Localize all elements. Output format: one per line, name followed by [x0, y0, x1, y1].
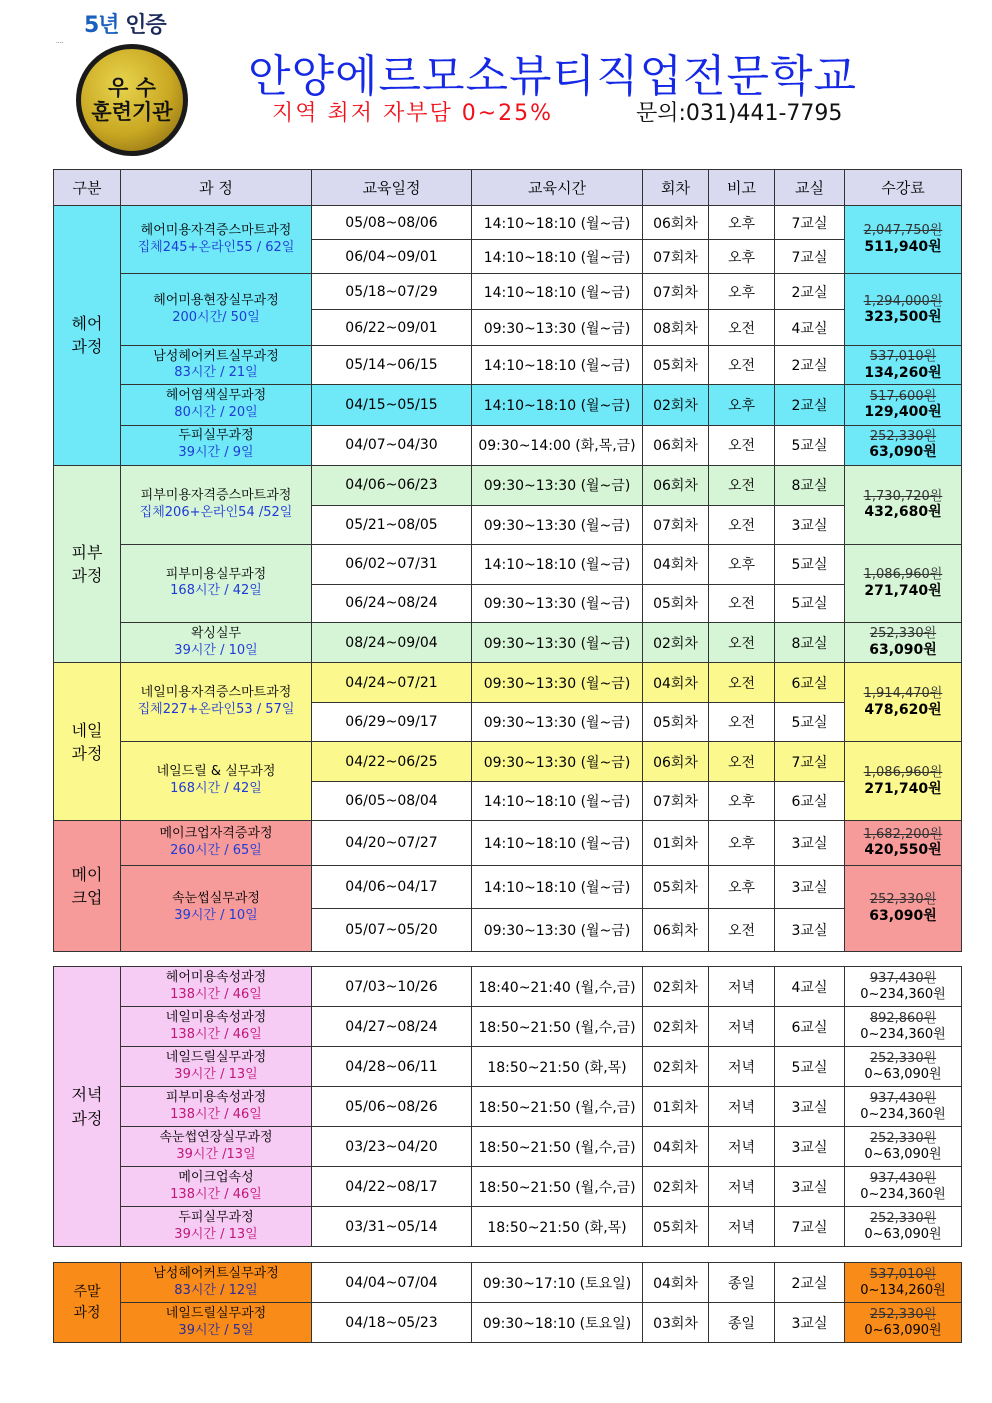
time-cell: 09:30~18:10 (토요일): [472, 1303, 643, 1343]
table-row: [54, 1087, 962, 1127]
schedule-cell: 03/23~04/20: [312, 1127, 472, 1167]
school-title: 안양에르모소뷰티직업전문학교: [248, 51, 858, 102]
evening-course-table: [53, 966, 962, 1247]
round-cell: 07회차: [643, 274, 709, 310]
schedule-cell: 08/24~09/04: [312, 623, 472, 663]
time-cell: 09:30~13:30 (월~금): [472, 584, 643, 622]
round-cell: 02회차: [643, 1167, 709, 1207]
table-row: [54, 663, 962, 703]
course-name: 피부미용자격증스마트과정 집체206+온라인54 /52일: [121, 465, 312, 544]
time-cell: 14:10~18:10 (월~금): [472, 346, 643, 385]
course-name: 네일미용속성과정 138시간 / 46일: [121, 1007, 312, 1047]
time-cell: 14:10~18:10 (월~금): [472, 865, 643, 908]
schedule-cell: 04/06~06/23: [312, 465, 472, 505]
fee-cell: 252,330원 63,090원: [845, 865, 962, 951]
room-cell: 7교실: [775, 240, 845, 274]
decor-dots: ····: [56, 40, 64, 47]
room-cell: 3교실: [775, 1303, 845, 1343]
round-cell: 02회차: [643, 1047, 709, 1087]
note-cell: 오후: [709, 274, 775, 310]
table-row: [54, 623, 962, 663]
note-cell: 오전: [709, 742, 775, 782]
note-cell: 오후: [709, 782, 775, 821]
fee-cell: 1,294,000원 323,500원: [845, 274, 962, 346]
round-cell: 01회차: [643, 821, 709, 865]
note-cell: 오전: [709, 505, 775, 544]
fee-cell: 1,086,960원 271,740원: [845, 544, 962, 622]
schedule-cell: 05/14~06/15: [312, 346, 472, 385]
note-cell: 오후: [709, 206, 775, 240]
round-cell: 06회차: [643, 908, 709, 951]
time-cell: 18:50~21:50 (월,수,금): [472, 1127, 643, 1167]
round-cell: 02회차: [643, 623, 709, 663]
fee-cell: 1,086,960원 271,740원: [845, 742, 962, 821]
room-cell: 5교실: [775, 1047, 845, 1087]
time-cell: 18:50~21:50 (월,수,금): [472, 1007, 643, 1047]
table-row: [54, 385, 962, 425]
time-cell: 09:30~13:30 (월~금): [472, 742, 643, 782]
schedule-cell: 05/08~08/06: [312, 206, 472, 240]
time-cell: 18:50~21:50 (월,수,금): [472, 1167, 643, 1207]
col-header: 교실: [775, 170, 845, 206]
room-cell: 7교실: [775, 1207, 845, 1247]
course-name: 네일드릴 & 실무과정 168시간 / 42일: [121, 742, 312, 821]
round-cell: 07회차: [643, 782, 709, 821]
schedule-cell: 04/24~07/21: [312, 663, 472, 703]
medal-icon: [76, 44, 188, 156]
note-cell: 오전: [709, 663, 775, 703]
table-row: [54, 465, 962, 505]
room-cell: 5교실: [775, 544, 845, 584]
room-cell: 6교실: [775, 782, 845, 821]
contact-phone: 문의:031)441-7795: [636, 101, 843, 126]
certification-badge: [62, 8, 202, 158]
room-cell: 3교실: [775, 865, 845, 908]
course-name: 속눈썹실무과정 39시간 / 10일: [121, 865, 312, 951]
round-cell: 08회차: [643, 310, 709, 346]
note-cell: 오후: [709, 821, 775, 865]
schedule-cell: 05/21~08/05: [312, 505, 472, 544]
schedule-cell: 05/18~07/29: [312, 274, 472, 310]
category-nail: 네일 과정: [54, 663, 121, 821]
note-cell: 저녁: [709, 1207, 775, 1247]
fee-cell: 2,047,750원 511,940원: [845, 206, 962, 274]
table-row: [54, 544, 962, 584]
course-name: 헤어미용현장실무과정 200시간/ 50일: [121, 274, 312, 346]
table-row: [54, 742, 962, 782]
fee-cell: 937,430원 0~234,360원: [845, 1167, 962, 1207]
schedule-cell: 07/03~10/26: [312, 967, 472, 1007]
col-header: 회차: [643, 170, 709, 206]
time-cell: 14:10~18:10 (월~금): [472, 206, 643, 240]
note-cell: 오후: [709, 385, 775, 425]
room-cell: 6교실: [775, 663, 845, 703]
fee-cell: 537,010원 0~134,260원: [845, 1263, 962, 1303]
col-header: 구분: [54, 170, 121, 206]
room-cell: 3교실: [775, 1167, 845, 1207]
round-cell: 04회차: [643, 663, 709, 703]
course-name: 두피실무과정 39시간 / 9일: [121, 425, 312, 465]
course-name: 왁싱실무 39시간 / 10일: [121, 623, 312, 663]
time-cell: 09:30~13:30 (월~금): [472, 465, 643, 505]
course-name: 피부미용실무과정 168시간 / 42일: [121, 544, 312, 622]
table-row: [54, 425, 962, 465]
course-name: 피부미용속성과정 138시간 / 46일: [121, 1087, 312, 1127]
col-header: 교육일정: [312, 170, 472, 206]
room-cell: 2교실: [775, 274, 845, 310]
room-cell: 8교실: [775, 623, 845, 663]
schedule-cell: 04/20~07/27: [312, 821, 472, 865]
note-cell: 저녁: [709, 1167, 775, 1207]
fee-cell: 252,330원 0~63,090원: [845, 1303, 962, 1343]
note-cell: 종일: [709, 1303, 775, 1343]
schedule-cell: 06/29~09/17: [312, 703, 472, 742]
table-row: [54, 1167, 962, 1207]
room-cell: 8교실: [775, 465, 845, 505]
schedule-cell: 04/15~05/15: [312, 385, 472, 425]
fee-cell: 1,914,470원 478,620원: [845, 663, 962, 742]
col-header: 비고: [709, 170, 775, 206]
schedule-cell: 04/06~04/17: [312, 865, 472, 908]
round-cell: 03회차: [643, 1303, 709, 1343]
note-cell: 오전: [709, 346, 775, 385]
category-makeup: 메이 크업: [54, 821, 121, 952]
schedule-cell: 03/31~05/14: [312, 1207, 472, 1247]
room-cell: 3교실: [775, 1127, 845, 1167]
note-cell: 오전: [709, 584, 775, 622]
schedule-cell: 04/22~08/17: [312, 1167, 472, 1207]
table-row: [54, 865, 962, 908]
category-evening: 저녁 과정: [54, 967, 121, 1247]
schedule-cell: 04/27~08/24: [312, 1007, 472, 1047]
subsidy-note: 지역 최저 자부담 0~25%: [272, 101, 554, 126]
schedule-cell: 04/18~05/23: [312, 1303, 472, 1343]
table-header-row: [54, 170, 962, 206]
schedule-cell: 05/06~08/26: [312, 1087, 472, 1127]
round-cell: 05회차: [643, 865, 709, 908]
cert-label: 5년 인증: [84, 13, 166, 38]
round-cell: 02회차: [643, 385, 709, 425]
room-cell: 3교실: [775, 1087, 845, 1127]
room-cell: 7교실: [775, 742, 845, 782]
course-name: 남성헤어커트실무과정 83시간 / 12일: [121, 1263, 312, 1303]
time-cell: 09:30~17:10 (토요일): [472, 1263, 643, 1303]
schedule-cell: 05/07~05/20: [312, 908, 472, 951]
room-cell: 7교실: [775, 206, 845, 240]
table-row: [54, 1207, 962, 1247]
note-cell: 오전: [709, 425, 775, 465]
fee-cell: 1,730,720원 432,680원: [845, 465, 962, 544]
room-cell: 2교실: [775, 385, 845, 425]
course-name: 헤어염색실무과정 80시간 / 20일: [121, 385, 312, 425]
table-row: [54, 1007, 962, 1047]
schedule-cell: 06/24~08/24: [312, 584, 472, 622]
category-weekend: 주말 과정: [54, 1263, 121, 1343]
time-cell: 09:30~13:30 (월~금): [472, 623, 643, 663]
course-name: 네일드릴실무과정 39시간 / 5일: [121, 1303, 312, 1343]
room-cell: 5교실: [775, 703, 845, 742]
round-cell: 02회차: [643, 967, 709, 1007]
round-cell: 07회차: [643, 240, 709, 274]
course-name: 헤어미용자격증스마트과정 집체245+온라인55 / 62일: [121, 206, 312, 274]
time-cell: 09:30~13:30 (월~금): [472, 310, 643, 346]
course-name: 메이크업속성 138시간 / 46일: [121, 1167, 312, 1207]
room-cell: 4교실: [775, 310, 845, 346]
room-cell: 5교실: [775, 425, 845, 465]
round-cell: 06회차: [643, 742, 709, 782]
round-cell: 04회차: [643, 1127, 709, 1167]
fee-cell: 252,330원 0~63,090원: [845, 1127, 962, 1167]
round-cell: 05회차: [643, 346, 709, 385]
time-cell: 18:50~21:50 (화,목): [472, 1207, 643, 1247]
schedule-cell: 04/28~06/11: [312, 1047, 472, 1087]
fee-cell: 517,600원 129,400원: [845, 385, 962, 425]
time-cell: 14:10~18:10 (월~금): [472, 274, 643, 310]
course-name: 두피실무과정 39시간 / 13일: [121, 1207, 312, 1247]
round-cell: 06회차: [643, 206, 709, 240]
time-cell: 14:10~18:10 (월~금): [472, 782, 643, 821]
course-name: 네일드릴실무과정 39시간 / 13일: [121, 1047, 312, 1087]
note-cell: 저녁: [709, 1007, 775, 1047]
time-cell: 18:50~21:50 (화,목): [472, 1047, 643, 1087]
note-cell: 저녁: [709, 1047, 775, 1087]
round-cell: 06회차: [643, 465, 709, 505]
fee-cell: 252,330원 0~63,090원: [845, 1047, 962, 1087]
schedule-cell: 06/04~09/01: [312, 240, 472, 274]
note-cell: 저녁: [709, 1127, 775, 1167]
fee-cell: 937,430원 0~234,360원: [845, 1087, 962, 1127]
fee-cell: 537,010원 134,260원: [845, 346, 962, 385]
time-cell: 14:10~18:10 (월~금): [472, 240, 643, 274]
fee-cell: 252,330원 63,090원: [845, 623, 962, 663]
note-cell: 오전: [709, 465, 775, 505]
room-cell: 2교실: [775, 346, 845, 385]
weekend-course-table: [53, 1262, 962, 1343]
col-header: 교육시간: [472, 170, 643, 206]
course-name: 남성헤어커트실무과정 83시간 / 21일: [121, 346, 312, 385]
fee-cell: 252,330원 0~63,090원: [845, 1207, 962, 1247]
schedule-cell: 04/04~07/04: [312, 1263, 472, 1303]
round-cell: 01회차: [643, 1087, 709, 1127]
time-cell: 09:30~13:30 (월~금): [472, 703, 643, 742]
note-cell: 오후: [709, 240, 775, 274]
round-cell: 06회차: [643, 425, 709, 465]
table-row: [54, 1303, 962, 1343]
table-row: [54, 1127, 962, 1167]
table-row: [54, 967, 962, 1007]
round-cell: 04회차: [643, 1263, 709, 1303]
round-cell: 07회차: [643, 505, 709, 544]
schedule-cell: 06/05~08/04: [312, 782, 472, 821]
note-cell: 저녁: [709, 967, 775, 1007]
table-row: [54, 1263, 962, 1303]
note-cell: 오전: [709, 908, 775, 951]
time-cell: 14:10~18:10 (월~금): [472, 544, 643, 584]
note-cell: 종일: [709, 1263, 775, 1303]
fee-cell: 937,430원 0~234,360원: [845, 967, 962, 1007]
schedule-cell: 04/07~04/30: [312, 425, 472, 465]
round-cell: 05회차: [643, 703, 709, 742]
room-cell: 3교실: [775, 821, 845, 865]
room-cell: 3교실: [775, 908, 845, 951]
course-name: 헤어미용속성과정 138시간 / 46일: [121, 967, 312, 1007]
category-skin: 피부 과정: [54, 465, 121, 662]
table-row: [54, 1047, 962, 1087]
table-row: [54, 206, 962, 240]
medal-line2: 훈련기관: [91, 100, 173, 124]
room-cell: 6교실: [775, 1007, 845, 1047]
note-cell: 오후: [709, 865, 775, 908]
fee-cell: 1,682,200원 420,550원: [845, 821, 962, 865]
note-cell: 오전: [709, 623, 775, 663]
time-cell: 14:10~18:10 (월~금): [472, 385, 643, 425]
course-name: 메이크업자격증과정 260시간 / 65일: [121, 821, 312, 865]
note-cell: 오전: [709, 310, 775, 346]
room-cell: 3교실: [775, 505, 845, 544]
round-cell: 04회차: [643, 544, 709, 584]
table-row: [54, 274, 962, 310]
col-header: 과 정: [121, 170, 312, 206]
table-row: [54, 346, 962, 385]
round-cell: 05회차: [643, 584, 709, 622]
room-cell: 2교실: [775, 1263, 845, 1303]
time-cell: 14:10~18:10 (월~금): [472, 821, 643, 865]
medal-line1: 우 수: [108, 75, 156, 100]
room-cell: 4교실: [775, 967, 845, 1007]
course-name: 속눈썹연장실무과정 39시간 /13일: [121, 1127, 312, 1167]
course-name: 네일미용자격증스마트과정 집체227+온라인53 / 57일: [121, 663, 312, 742]
time-cell: 09:30~13:30 (월~금): [472, 663, 643, 703]
table-row: [54, 821, 962, 865]
round-cell: 05회차: [643, 1207, 709, 1247]
time-cell: 18:50~21:50 (월,수,금): [472, 1087, 643, 1127]
col-header: 수강료: [845, 170, 962, 206]
room-cell: 5교실: [775, 584, 845, 622]
schedule-cell: 04/22~06/25: [312, 742, 472, 782]
note-cell: 오전: [709, 703, 775, 742]
round-cell: 02회차: [643, 1007, 709, 1047]
note-cell: 오후: [709, 544, 775, 584]
time-cell: 09:30~13:30 (월~금): [472, 908, 643, 951]
schedule-cell: 06/02~07/31: [312, 544, 472, 584]
note-cell: 저녁: [709, 1087, 775, 1127]
fee-cell: 252,330원 63,090원: [845, 425, 962, 465]
time-cell: 09:30~14:00 (화,목,금): [472, 425, 643, 465]
category-hair: 헤어 과정: [54, 206, 121, 466]
fee-cell: 892,860원 0~234,360원: [845, 1007, 962, 1047]
day-course-table: [53, 169, 962, 952]
time-cell: 09:30~13:30 (월~금): [472, 505, 643, 544]
time-cell: 18:40~21:40 (월,수,금): [472, 967, 643, 1007]
schedule-cell: 06/22~09/01: [312, 310, 472, 346]
